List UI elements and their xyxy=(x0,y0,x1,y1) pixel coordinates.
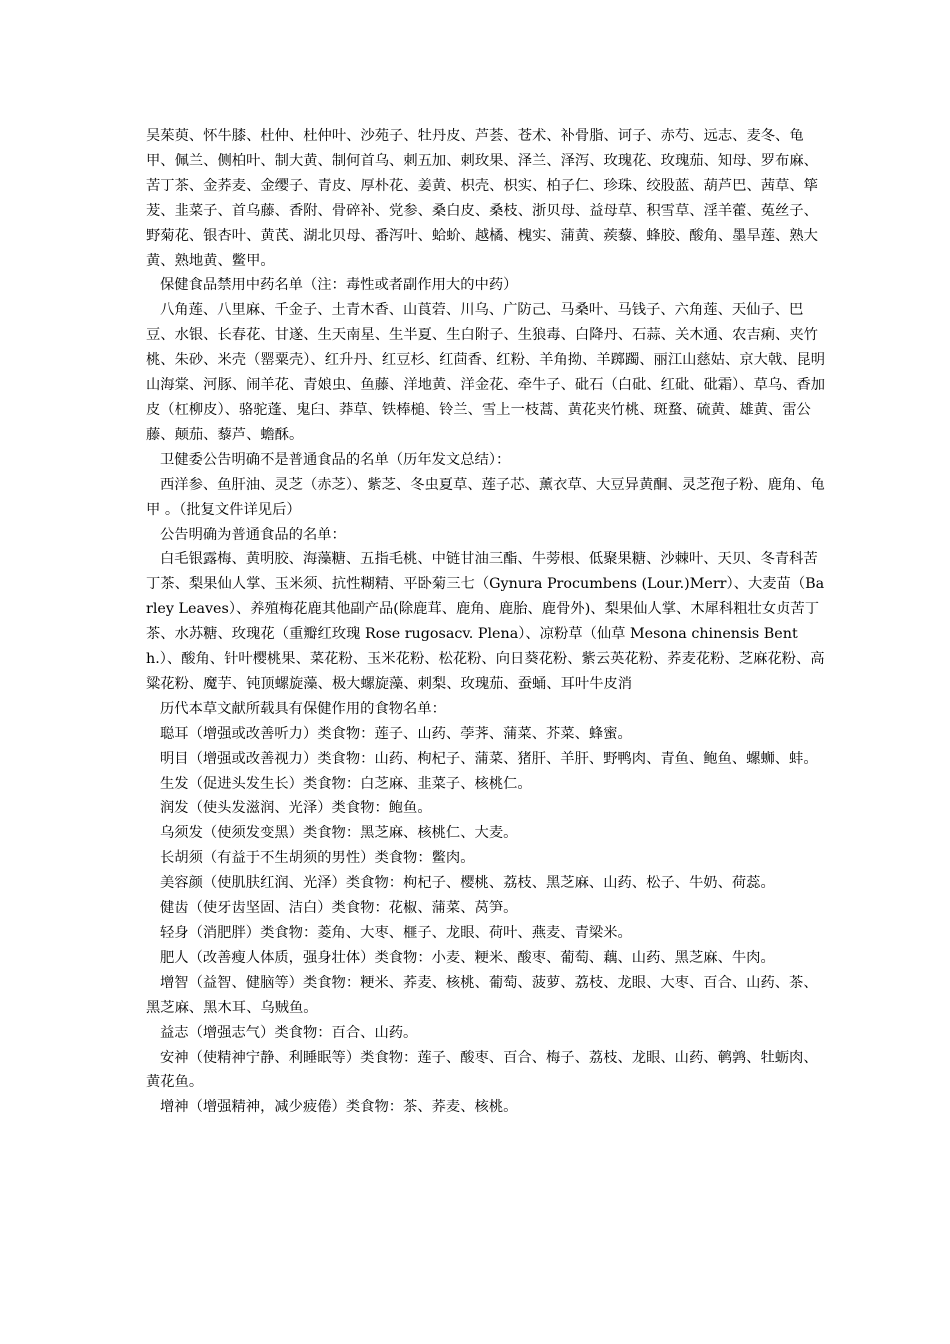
health-food-item: 安神（使精神宁静、利睡眠等）类食物：莲子、酸枣、百合、梅子、荔枝、龙眼、山药、鹌鹑、牡蛎肉、黄花鱼。 xyxy=(146,1049,818,1091)
health-food-item: 乌须发（使须发变黑）类食物：黑芝麻、核桃仁、大麦。 xyxy=(160,825,518,842)
health-food-item: 明目（增强或改善视力）类食物：山药、枸杞子、蒲菜、猪肝、羊肝、野鸭肉、青鱼、鲍鱼、螺蛳、蚌。 xyxy=(160,750,818,767)
paragraph-banned-herbs: 八角莲、八里麻、千金子、土青木香、山莨菪、川乌、广防己、马桑叶、马钱子、六角莲、天仙子、巴豆、水银、长春花、甘遂、生天南星、生半夏、生白附子、生狼毒、白降丹、石蒜、关木通、农吉痢、夹竹桃、朱砂、米壳（罂粟壳）、红升丹、红豆杉、红茴香、红粉、羊角拗、羊踯躅、丽江山慈姑、京大戟、昆明山海棠、河豚、闹羊花、青娘虫、鱼藤、洋地黄、洋金花、牵牛子、砒石（白砒、红砒、砒霜）、草乌、香加皮（杠柳皮）、骆驼蓬、鬼臼、莽草、铁棒槌、铃兰、雪上一枝蒿、黄花夹竹桃、斑蝥、硫黄、雄黄、雷公藤、颠茄、藜芦、蟾酥。 xyxy=(146,302,826,443)
health-food-item: 增智（益智、健脑等）类食物：粳米、荞麦、核桃、葡萄、菠萝、荔枝、龙眼、大枣、百合、山药、茶、黑芝麻、黑木耳、乌贼鱼。 xyxy=(146,974,818,1016)
paragraph-herb-list-continued: 吴茱萸、怀牛膝、杜仲、杜仲叶、沙苑子、牡丹皮、芦荟、苍术、补骨脂、诃子、赤芍、远志、麦冬、龟甲、佩兰、侧柏叶、制大黄、制何首乌、刺五加、刺玫果、泽兰、泽泻、玫瑰花、玫瑰茄、知母、罗布麻、苦丁茶、金荞麦、金缨子、青皮、厚朴花、姜黄、枳壳、枳实、柏子仁、珍珠、绞股蓝、葫芦巴、茜草、筚茇、韭菜子、首乌藤、香附、骨碎补、党参、桑白皮、桑枝、浙贝母、益母草、积雪草、淫羊藿、菟丝子、野菊花、银杏叶、黄芪、湖北贝母、番泻叶、蛤蚧、越橘、槐实、蒲黄、蒺藜、蜂胶、酸角、墨旱莲、熟大黄、熟地黄、鳖甲。 xyxy=(146,128,818,269)
document-body xyxy=(146,124,826,1120)
health-food-item: 增神（增强精神，减少疲倦）类食物：茶、荞麦、核桃。 xyxy=(160,1099,518,1116)
health-food-item: 健齿（使牙齿坚固、洁白）类食物：花椒、蒲菜、莴笋。 xyxy=(160,900,518,917)
health-food-item: 长胡须（有益于不生胡须的男性）类食物：鳖肉。 xyxy=(160,850,475,867)
health-food-item: 润发（使头发滋润、光泽）类食物：鲍鱼。 xyxy=(160,800,432,817)
heading-health-foods: 历代本草文献所载具有保健作用的食物名单： xyxy=(160,700,446,717)
health-food-item: 轻身（消肥胖）类食物：菱角、大枣、榧子、龙眼、荷叶、燕麦、青梁米。 xyxy=(160,925,632,941)
health-food-item: 美容颜（使肌肤红润、光泽）类食物：枸杞子、樱桃、荔枝、黑芝麻、山药、松子、牛奶、荷蕊。 xyxy=(160,875,775,892)
health-food-item: 聪耳（增强或改善听力）类食物：莲子、山药、荸荠、蒲菜、芥菜、蜂蜜。 xyxy=(160,725,632,742)
heading-ordinary-food: 公告明确为普通食品的名单： xyxy=(160,526,346,543)
health-food-item: 生发（促进头发生长）类食物：白芝麻、韭菜子、核桃仁。 xyxy=(160,775,532,792)
paragraph-ordinary-food: 白毛银露梅、黄明胶、海藻糖、五指毛桃、中链甘油三酯、牛蒡根、低聚果糖、沙棘叶、天贝、冬青科苦丁茶、梨果仙人掌、玉米须、抗性糊精、平卧菊三七（Gynura Procumbens (Lour.)Merr）、大麦苗（Barley Leaves）、养殖梅花鹿其他副产品(除鹿茸、鹿角、鹿胎、鹿骨外)、梨果仙人掌、木犀科粗壮女贞苦丁茶、水苏糖、玫瑰花（重瓣红玫瑰 Rose rugosacv. Plena）、凉粉草（仙草 Mesona chinensis Benth.）、酸角、针叶樱桃果、菜花粉、玉米花粉、松花粉、向日葵花粉、紫云英花粉、荞麦花粉、芝麻花粉、高粱花粉、魔芋、钝顶螺旋藻、极大螺旋藻、刺梨、玫瑰茄、蚕蛹、耳叶牛皮消 xyxy=(146,551,825,692)
heading-banned-herbs: 保健食品禁用中药名单（注：毒性或者副作用大的中药） xyxy=(160,277,518,294)
health-food-item: 肥人（改善瘦人体质，强身壮体）类食物：小麦、粳米、酸枣、葡萄、藕、山药、黑芝麻、牛肉。 xyxy=(160,949,775,966)
paragraph-not-ordinary-food: 西洋参、鱼肝油、灵芝（赤芝）、紫芝、冬虫夏草、莲子芯、薰衣草、大豆异黄酮、灵芝孢子粉、鹿角、龟甲 。（批复文件详见后） xyxy=(146,476,825,518)
heading-not-ordinary-food: 卫健委公告明确不是普通食品的名单（历年发文总结）： xyxy=(160,451,511,468)
health-food-item: 益志（增强志气）类食物：百合、山药。 xyxy=(160,1024,418,1041)
